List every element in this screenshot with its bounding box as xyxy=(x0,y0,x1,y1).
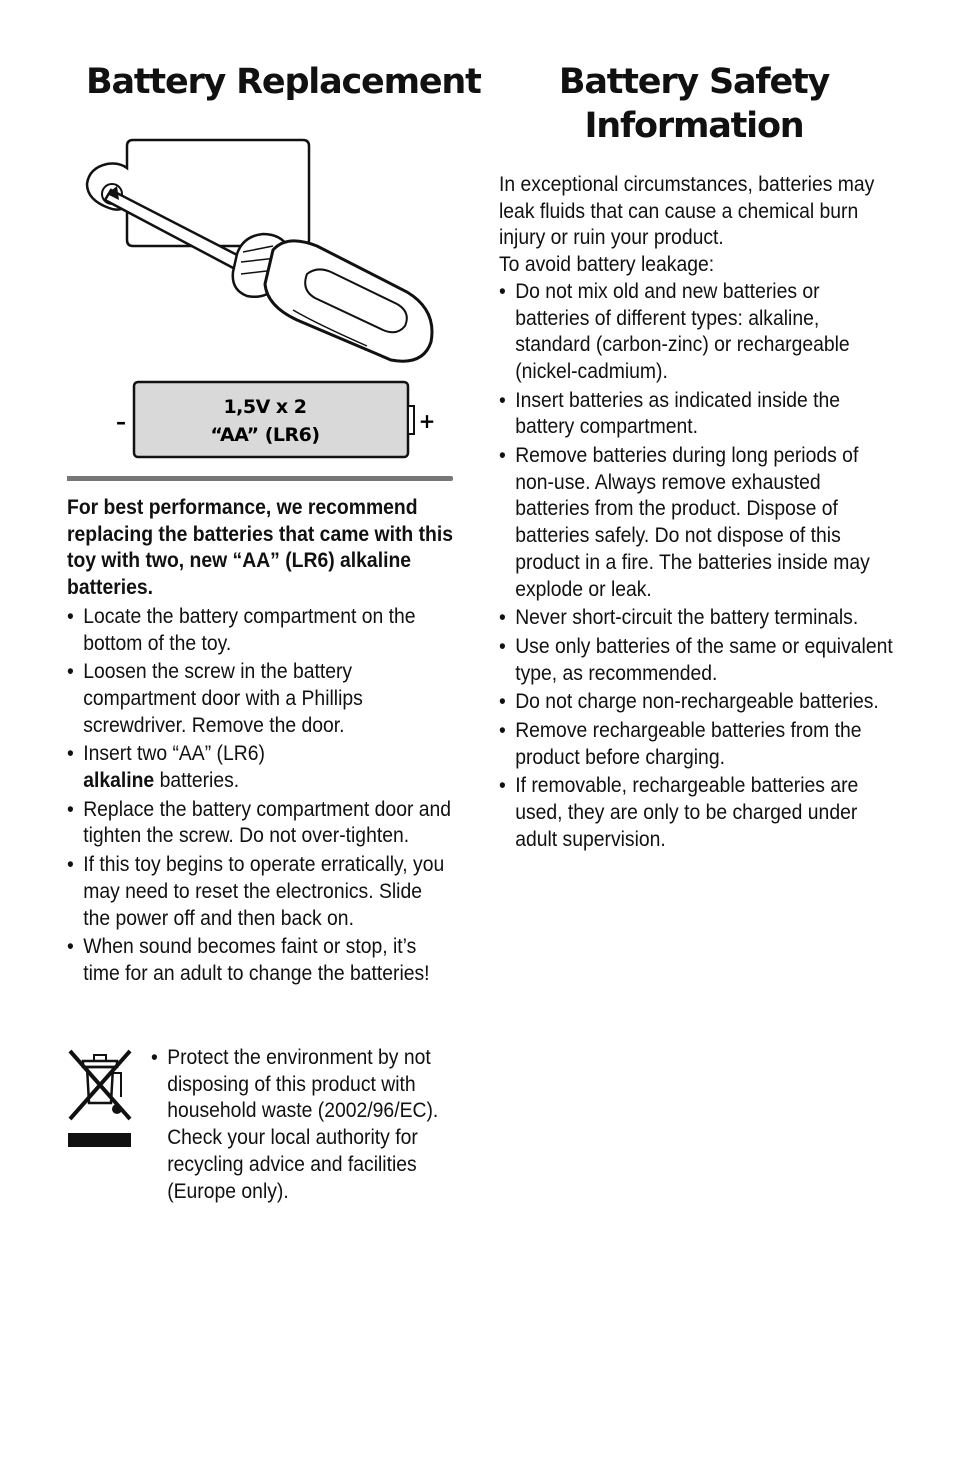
list-item: • If this toy begins to operate erratically, you may need to reset the electronics. Slide the power off and then back on. xyxy=(67,852,445,930)
plus-sign: + xyxy=(418,409,436,433)
list-item: • Remove batteries during long periods of non-use. Always remove exhausted batteries from the product. Dispose of batteries safely. Do not dispose of this product in a fire. The batteries inside may explode or leak. xyxy=(499,443,870,601)
list-item: • Do not mix old and new batteries or batteries of different types: alkaline, standard (carbon-zinc) or rechargeable (nickel-cadmium). xyxy=(499,278,850,383)
list-item: • If removable, rechargeable batteries are used, they are only to be charged under adult supervision. xyxy=(499,773,859,851)
intro-text: In exceptional circumstances, batteries may leak fluids that can cause a chemical burn injury or ruin your product. xyxy=(499,172,875,250)
battery-compartment-illustration xyxy=(67,134,457,486)
title-line-2: Information xyxy=(584,106,804,146)
list-item: • Never short-circuit the battery terminals. xyxy=(499,605,859,630)
list-item: • Insert two “AA” (LR6) alkaline batteries. xyxy=(67,741,265,793)
list-item: • When sound becomes faint or stop, it’s time for an adult to change the batteries! xyxy=(67,934,430,985)
recommendation-text: For best performance, we recommend replacing the batteries that came with this toy with two, new “AA” (LR6) alkaline batteries. xyxy=(67,495,454,600)
battery-replacement-title: Battery Replacement xyxy=(86,62,481,102)
list-item: • Use only batteries of the same or equivalent type, as recommended. xyxy=(499,633,893,685)
list-item: • Locate the battery compartment on the bottom of the toy. xyxy=(67,603,416,655)
title-line-1: Battery Safety xyxy=(558,62,830,102)
battery-safety-text xyxy=(499,171,895,853)
environment-notice xyxy=(151,1044,448,1204)
list-item: • Loosen the screw in the battery compartment door with a Phillips screwdriver. Remove the door. xyxy=(67,659,363,737)
list-item: • Insert batteries as indicated inside the battery compartment. xyxy=(499,387,841,439)
battery-safety-title xyxy=(524,60,864,148)
list-item: • Replace the battery compartment door and tighten the screw. Do not over-tighten. xyxy=(67,796,452,848)
crossed-out-bin-icon xyxy=(67,1047,133,1151)
minus-sign: – xyxy=(116,410,126,434)
battery-label-line-2: “AA” (LR6) xyxy=(210,424,320,446)
divider-rule xyxy=(67,476,453,481)
list-item: • Protect the environment by not disposing of this product with household waste (2002/96/EC). Check your local authority for recycling advice and facilities (Europe only). xyxy=(151,1045,439,1203)
battery-label-line-1: 1,5V x 2 xyxy=(223,396,307,418)
list-item: • Do not charge non-rechargeable batteries. xyxy=(499,689,879,714)
avoid-leakage-text: To avoid battery leakage: xyxy=(499,252,715,277)
list-item: • Remove rechargeable batteries from the product before charging. xyxy=(499,718,862,769)
battery-illustration xyxy=(116,382,435,457)
battery-replacement-instructions xyxy=(67,494,454,987)
